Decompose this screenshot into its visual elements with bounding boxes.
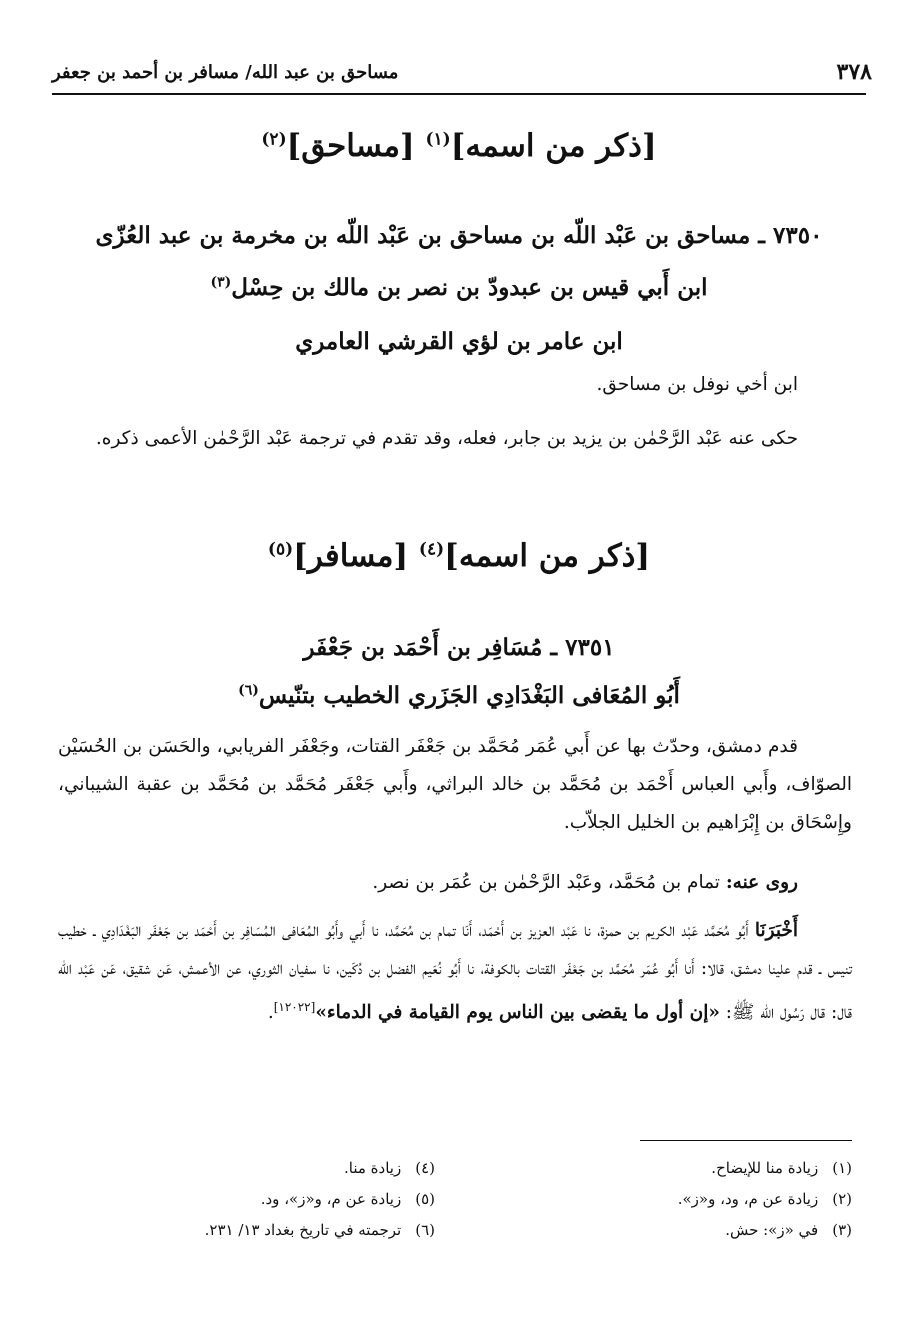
footnote-3: [475, 1216, 852, 1245]
para-end: .: [267, 1002, 274, 1024]
footnote-rule: [640, 1140, 852, 1141]
heading-text: [ذكر من اسمه]: [450, 128, 657, 164]
footnote-number: (١): [832, 1159, 852, 1177]
footnote-2: [475, 1185, 852, 1214]
running-title: مساحق بن عبد الله/ مسافر بن أحمد بن جعفر: [52, 61, 399, 83]
footnotes: [58, 1154, 852, 1245]
footnote-ref: (٤): [418, 539, 445, 560]
heading-name: [مسافر]: [293, 538, 409, 574]
footnote-text: زيادة منا للإيضاح.: [711, 1159, 819, 1177]
footnote-number: (٤): [415, 1159, 435, 1177]
riwaya-text: تمام بن مُحَمَّد، وعَبْد الرَّحْمٰن بن عُمَر بن نصر.: [372, 872, 726, 893]
footnote-ref: (١): [425, 129, 451, 150]
footnote-ref: (٢): [261, 129, 287, 150]
entry-7351-title-line1: ٧٣٥١ ـ مُسَافِر بن أَحْمَد بن جَعْفَر: [303, 634, 615, 661]
entry-7350-title-line3: ابن عامر بن لؤي القرشي العامري: [295, 328, 623, 355]
riwaya-lead: روى عنه:: [725, 872, 798, 893]
footnote-ref: (٦): [238, 682, 259, 699]
isnad-text: أَبُو مُحَمَّد عَبْد الكريم بن حمزة، نا عَبْد العزيز بن أَحْمَد، أَنَا تمام بن مُحَمَّد، نا أَبي وأَبُو المُعَافى المُسَافِر بن أَحْمَد بن جَعْفَر البَغْدَادِي ـ خطيب تنيس ـ قدم علينا دمشق، قالا: أَنا أَبُو عُمَر مُحَمَّد بن جَعْفَر القتات بالكوفة، نا أَبُو نُعَيم الفضل بن دُكَين، نا سفيان الثوري، عن الأعمش، عَن شقيق، عَن عَبْد اللّه قال: قال رَسُول اللّه ﷺ:: [58, 920, 852, 1024]
footnote-text: زيادة عن م، ود، و«ز».: [677, 1190, 819, 1208]
footnote-ref: (٥): [267, 539, 294, 560]
footnote-text: في «ز»: حش.: [725, 1221, 819, 1239]
running-head: [52, 56, 872, 88]
entry-7351-paragraph-3: [58, 912, 852, 1032]
footnote-1: [475, 1154, 852, 1183]
title-text: أَبُو المُعَافى البَغْدَادِي الجَزَري الخطيب بتنّيس: [258, 682, 680, 709]
section-heading-musafir: [52, 538, 866, 574]
hadith-quote: «إن أول ما يقضى بين الناس يوم القيامة في الدماء»: [315, 1002, 720, 1024]
heading-name: [مساحق]: [286, 128, 415, 164]
footnote-text: زيادة منا.: [344, 1159, 402, 1177]
entry-7350-paragraph-1: ابن أخي نوفل بن مساحق.: [596, 374, 798, 395]
isnad-lead: أَخْبَرَنَا: [754, 920, 798, 941]
entry-7351-title-line2: [52, 682, 866, 709]
footnote-4: [58, 1154, 435, 1183]
section-heading-musahiq: [52, 128, 866, 164]
footnote-number: (٦): [415, 1221, 435, 1239]
footnote-number: (٣): [832, 1221, 852, 1239]
footnote-text: ترجمته في تاريخ بغداد ١٣/ ٢٣١.: [204, 1221, 402, 1239]
heading-text: [ذكر من اسمه]: [444, 538, 651, 574]
entry-7350-title-line2: [52, 274, 866, 301]
header-rule: [52, 93, 866, 95]
entry-7351-paragraph-2: [58, 864, 852, 902]
footnote-ref: (٣): [210, 274, 232, 291]
hadith-reference: [١٢٠٢٢]: [273, 1000, 316, 1014]
footnote-6: [58, 1216, 435, 1245]
footnote-text: زيادة عن م، و«ز»، ود.: [260, 1190, 402, 1208]
footnote-5: [58, 1185, 435, 1214]
footnote-number: (٢): [832, 1190, 852, 1208]
entry-7350-paragraph-2: حكى عنه عَبْد الرَّحْمٰن بن يزيد بن جابر، فعله، وقد تقدم في ترجمة عَبْد الرَّحْمٰن الأعمى ذكره.: [95, 428, 798, 449]
entry-7350-title-line1: ٧٣٥٠ ـ مساحق بن عَبْد اللّه بن مساحق بن عَبْد اللّه بن مخرمة بن عبد العُزّى: [95, 222, 823, 249]
entry-7351-paragraph-1: قدم دمشق، وحدّث بها عن أَبي عُمَر مُحَمَّد بن جَعْفَر القتات، وجَعْفَر الفريابي، والحَسَن بن الحُسَيْن الصوّاف، وأَبي العباس أَحْمَد بن مُحَمَّد بن خالد البراثي، وأَبي جَعْفَر مُحَمَّد بن مُحَمَّد بن عقبة الشيباني، وإِسْحَاق بن إِبْرَاهيم بن الخليل الجلاّب.: [58, 736, 852, 833]
footnote-number: (٥): [415, 1190, 435, 1208]
title-text: ابن أَبي قيس بن عبدودّ بن نصر بن مالك بن حِسْل: [231, 274, 708, 301]
page-number: ٣٧٨: [836, 59, 872, 85]
